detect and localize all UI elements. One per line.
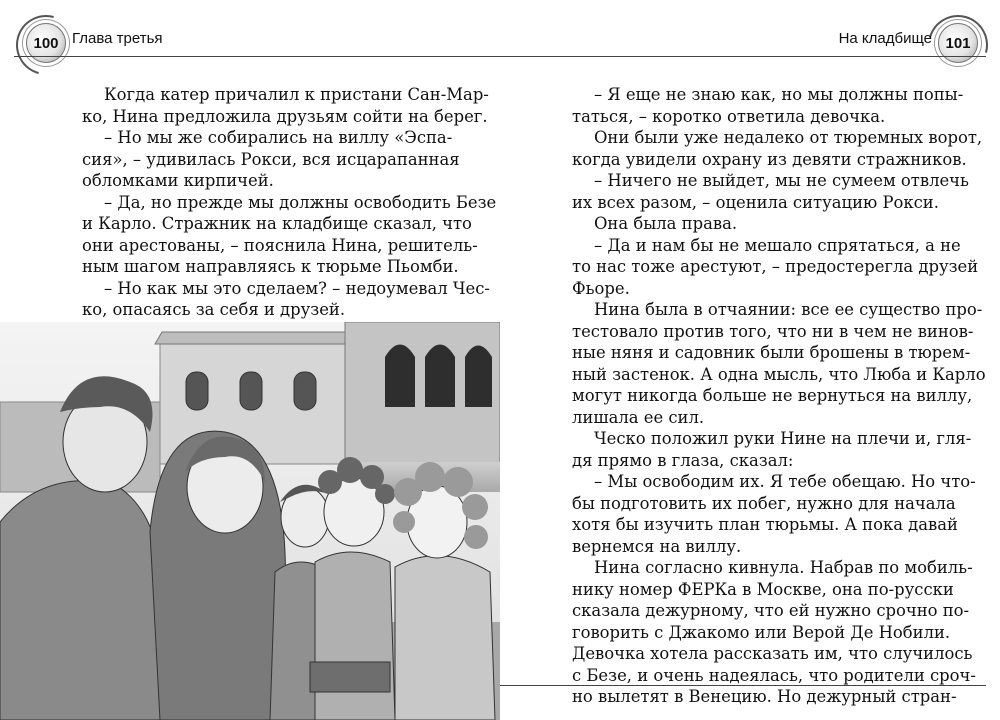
text-line: говорить с Джакомо или Верой Де Нобили. [572,622,951,642]
text-line: но вылетят в Венецию. Но дежурный стран- [572,687,957,706]
footer-rule [500,685,986,686]
text-line: Когда катер причалил к пристани Сан-Мар- [104,85,489,104]
text-line: ные няня и садовник были брошены в тюрем- [572,343,971,362]
text-line: и Карло. Стражник на кладбище сказал, что [82,214,472,233]
text-line: то нас тоже арестуют, – предостерегла друзей [572,257,979,276]
text-line: тестовало против того, что ни в чем не винов- [572,321,974,341]
text-line: – Но как мы это сделаем? – недоумевал Чеc- [104,278,490,298]
header-rule [14,56,500,57]
running-header-title: Глава третья [72,30,163,47]
text-line: обломками кирпичей. [82,171,274,190]
text-line: Они были уже недалеко от тюремных ворот, [594,128,983,147]
text-line: дя прямо в глаза, сказал: [572,450,794,470]
text-line: ко, опасаясь за себя и друзей. [82,300,346,319]
text-line: ко, Нина предложила друзьям сойти на берег. [82,106,488,126]
text-line: когда увидели охрану из девяти стражников. [572,149,967,169]
text-line: сказала дежурному, что ей нужно срочно по- [572,601,970,620]
text-line: Девочка хотела рассказать им, что случилось [572,644,973,663]
text-line: лишала ее сил. [572,407,705,427]
body-text [572,84,986,708]
text-line: Ческо положил руки Нине на плечи и, гля- [594,429,972,448]
text-line: бы подготовить их побег, нужно для начала [572,493,956,513]
text-line: Нина согласно кивнула. Набрав по мобиль- [594,558,973,577]
text-line: – Ничего не выйдет, мы не сумеем отвлечь [594,171,969,190]
right-page [500,0,1000,720]
text-line: ным шагом направляясь к тюрьме Пьомби. [82,257,459,276]
page-number: 101 [938,23,978,63]
text-line: могут никогда больше не вернуться на виллу, [572,386,973,405]
text-line: – Но мы же собирались на виллу «Эспа- [104,128,453,147]
text-line: таться, – коротко ответила девочка. [572,106,886,126]
page-number: 100 [26,23,66,63]
text-line: они арестованы, – пояснила Нина, решитель- [82,235,478,255]
text-line: – Я еще не знаю как, но мы должны попы- [594,85,964,104]
body-text [82,84,497,321]
text-line: вернемся на виллу. [572,536,742,556]
text-line: Фьоре. [572,278,630,298]
text-line: Нина была в отчаянии: все ее существо про- [594,300,983,319]
pencil-illustration-children-venice [0,322,500,720]
illustration [0,322,500,720]
text-line: их всех разом, – оценила ситуацию Рокси. [572,192,939,212]
text-line: с Безе, и очень надеялась, что родители сроч- [572,665,976,685]
text-line: – Мы освободим их. Я тебе обещаю. Но что- [594,472,976,491]
running-header-title: На кладбище [838,30,932,47]
text-line: сия», – удивилась Рокси, вся исцарапанная [82,149,460,169]
text-line: ный застенок. А одна мысль, что Люба и Карло [572,364,986,384]
text-line: Она была права. [594,214,738,233]
header-rule [500,56,986,57]
text-line: нику номер ФЕРКа в Москве, она по-русски [572,579,954,599]
text-line: – Да и нам бы не мешало спрятаться, а не [594,235,961,255]
text-line: хотя бы изучить план тюрьмы. А пока давай [572,515,958,534]
text-line: – Да, но прежде мы должны освободить Безе [104,192,497,212]
